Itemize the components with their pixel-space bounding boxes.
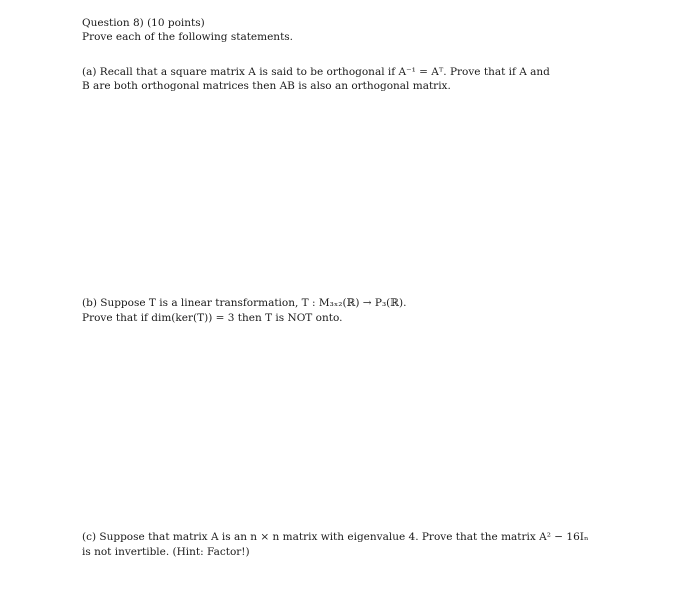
part-c-line-1: (c) Suppose that matrix A is an n × n matrix with eigenvalue 4. Prove that the matrix A² − 16Iₙ bbox=[82, 531, 589, 543]
question-instruction: Prove each of the following statements. bbox=[82, 31, 294, 43]
part-b-line-1: (b) Suppose T is a linear transformation, T : M₃ₓ₂(ℝ) → P₃(ℝ). bbox=[82, 297, 407, 309]
part-c-line-2: is not invertible. (Hint: Factor!) bbox=[82, 546, 250, 558]
part-b-line-2: Prove that if dim(ker(T)) = 3 then T is NOT onto. bbox=[82, 312, 343, 324]
part-a-line-1: (a) Recall that a square matrix A is said to be orthogonal if A⁻¹ = Aᵀ. Prove that if A and bbox=[82, 66, 550, 78]
question-title: Question 8) (10 points) bbox=[82, 17, 205, 29]
part-a-line-2: B are both orthogonal matrices then AB is also an orthogonal matrix. bbox=[82, 80, 451, 92]
